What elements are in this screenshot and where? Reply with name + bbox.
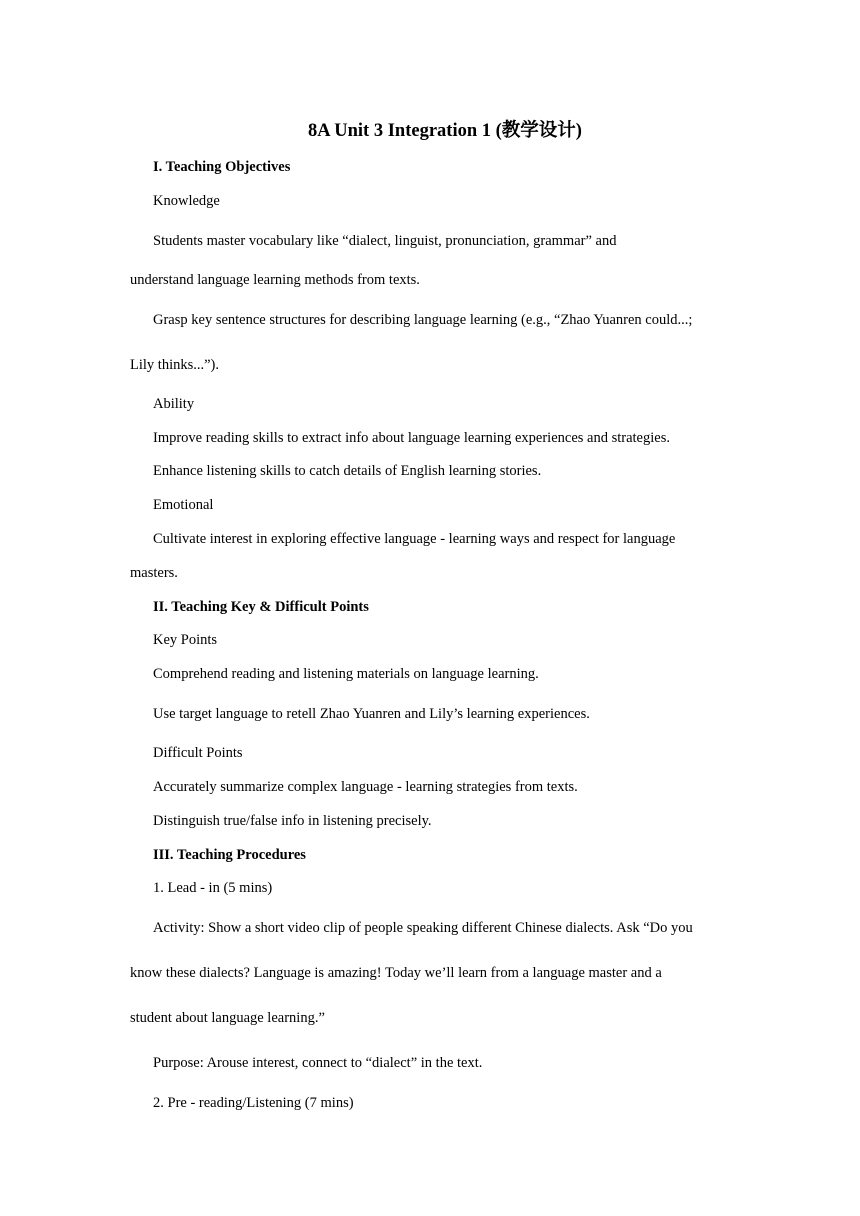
paragraph-line: know these dialects? Language is amazing! Today we’ll learn from a language master and a (130, 965, 662, 981)
paragraph-line: Activity: Show a short video clip of people speaking different Chinese dialects. Ask “Do you (153, 920, 693, 936)
paragraph-line: Cultivate interest in exploring effective language - learning ways and respect for language (153, 531, 676, 547)
subheading-key-points: Key Points (153, 632, 218, 648)
paragraph-line: Enhance listening skills to catch details of English learning stories. (153, 463, 542, 479)
paragraph-line: student about language learning.” (130, 1010, 325, 1026)
subheading-ability: Ability (153, 396, 195, 412)
paragraph-line: Purpose: Arouse interest, connect to “dialect” in the text. (153, 1055, 483, 1071)
paragraph-line: Grasp key sentence structures for describing language learning (e.g., “Zhao Yuanren could...; (153, 312, 693, 328)
subheading-emotional: Emotional (153, 497, 214, 513)
subheading-knowledge: Knowledge (153, 193, 220, 209)
paragraph-line: masters. (130, 565, 178, 581)
paragraph-line: Comprehend reading and listening materials on language learning. (153, 666, 539, 682)
paragraph-line: Improve reading skills to extract info about language learning experiences and strategies. (153, 430, 670, 446)
document-title: 8A Unit 3 Integration 1 (教学设计) (308, 121, 582, 141)
subheading-pre-reading: 2. Pre - reading/Listening (7 mins) (153, 1095, 354, 1111)
paragraph-line: Distinguish true/false info in listening precisely. (153, 813, 432, 829)
subheading-difficult-points: Difficult Points (153, 745, 243, 761)
paragraph-line: understand language learning methods from texts. (130, 272, 420, 288)
paragraph-line: Lily thinks...”). (130, 357, 220, 373)
subheading-lead-in: 1. Lead - in (5 mins) (153, 880, 273, 896)
paragraph-line: Accurately summarize complex language - learning strategies from texts. (153, 779, 578, 795)
section-heading-objectives: I. Teaching Objectives (153, 159, 291, 175)
section-heading-key-points: II. Teaching Key & Difficult Points (153, 599, 369, 615)
section-heading-procedures: III. Teaching Procedures (153, 847, 306, 863)
paragraph-line: Students master vocabulary like “dialect, linguist, pronunciation, grammar” and (153, 233, 617, 249)
paragraph-line: Use target language to retell Zhao Yuanren and Lily’s learning experiences. (153, 706, 590, 722)
